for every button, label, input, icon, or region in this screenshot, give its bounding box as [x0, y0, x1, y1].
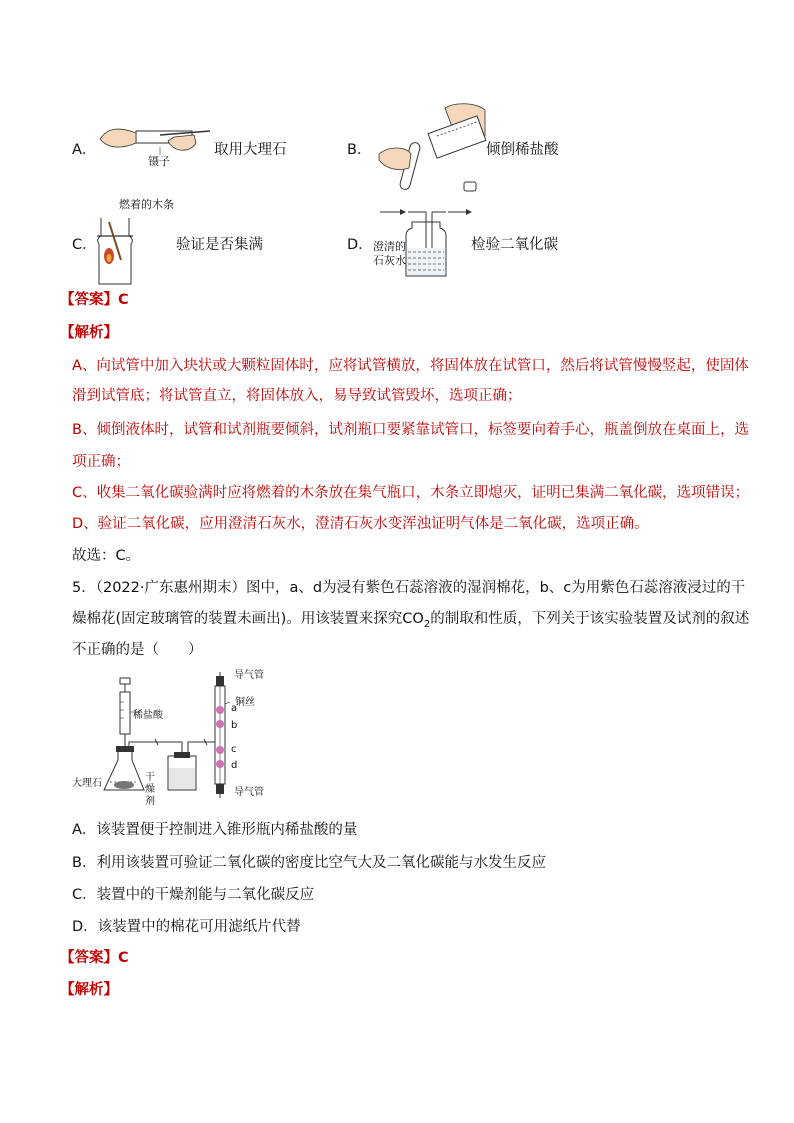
- option-b-letter: B．: [347, 142, 372, 158]
- label-desiccant-1: 干: [145, 772, 155, 783]
- q5-analysis-label: 【解析】: [60, 982, 118, 998]
- label-copper-wire: 铜丝: [235, 697, 255, 708]
- q4-analysis-line-1: A、向试管中加入块状或大颗粒固体时，应将试管横放，将固体放在试管口，然后将试管慢慢竖起，使固体: [72, 358, 749, 374]
- q4-analysis-line-3: B、倾倒液体时，试管和试剂瓶要倾斜，试剂瓶口要紧靠试管口，标签要向着手心，瓶盖倒放在桌面上，选: [72, 422, 749, 438]
- label-pipe-top: 导气管: [234, 670, 264, 681]
- co2-apparatus-figure: [100, 672, 300, 802]
- label-a: a: [231, 703, 238, 714]
- option-a-caption: 取用大理石: [214, 142, 287, 158]
- label-d: d: [231, 760, 238, 771]
- label-b: b: [231, 720, 238, 731]
- q4-analysis-line-2: 滑到试管底；将试管直立，将固体放入，易导致试管毁坏，选项正确；: [72, 388, 522, 404]
- option-c-caption: 验证是否集满: [176, 237, 263, 253]
- q5-option-b: B．利用该装置可验证二氧化碳的密度比空气大及二氧化碳能与水发生反应: [72, 855, 546, 871]
- q4-analysis-line-6: D、验证二氧化碳，应用澄清石灰水，澄清石灰水变浑浊证明气体是二氧化碳，选项正确。: [72, 516, 649, 532]
- option-c-letter: C．: [72, 237, 97, 253]
- label-desiccant-2: 燥: [145, 784, 155, 795]
- q5-option-a: A．该装置便于控制进入锥形瓶内稀盐酸的量: [72, 822, 358, 838]
- label-c: c: [231, 744, 237, 755]
- q5-stem-line-1: 5．（2022·广东惠州期末）图中，a、d为浸有紫色石蕊溶液的湿润棉花，b、c为用紫色石蕊溶液浸过的干: [72, 580, 746, 596]
- q5-stem-line-3: 不正确的是（ ）: [72, 642, 203, 658]
- option-a-letter: A．: [72, 142, 97, 158]
- q5-stem-line-2: [72, 609, 749, 635]
- tweezers-label: 镊子: [148, 155, 170, 168]
- q5-stem-line-2-post: 的制取和性质，下列关于该实验装置及试剂的叙述: [430, 611, 750, 627]
- q4-analysis-line-5: C、收集二氧化碳验满时应将燃着的木条放在集气瓶口，木条立即熄灭，证明已集满二氧化碳，选项错误；: [72, 485, 750, 501]
- q5-option-c: C．装置中的干燥剂能与二氧化碳反应: [72, 887, 315, 903]
- q4-analysis-label: 【解析】: [60, 325, 118, 341]
- label-desiccant-3: 剂: [145, 796, 155, 807]
- label-acid: 稀盐酸: [133, 710, 163, 721]
- answer-label: 【答案】: [60, 292, 118, 308]
- label-pipe-bottom: 导气管: [234, 787, 264, 798]
- q4-analysis-line-4: 项正确；: [72, 454, 130, 470]
- option-b-caption: 倾倒稀盐酸: [486, 142, 559, 158]
- figure-pour-acid: [375, 102, 495, 192]
- q4-answer: [60, 290, 129, 310]
- co2-subscript: 2: [423, 618, 431, 630]
- q5-answer-label: 【答案】: [60, 950, 118, 966]
- label-marble: 大理石: [72, 778, 102, 789]
- q5-answer-value: C: [118, 950, 129, 966]
- limewater-label-1: 澄清的: [373, 240, 406, 253]
- figure-check-full: [95, 212, 155, 287]
- q5-answer: [60, 948, 129, 968]
- burning-stick-label: 燃着的木条: [119, 198, 174, 211]
- q4-conclusion: 故选：C。: [72, 548, 141, 564]
- q5-stem-line-2-pre: 燥棉花(固定玻璃管的装置未画出)。用该装置来探究CO: [72, 611, 424, 627]
- option-d-caption: 检验二氧化碳: [471, 237, 558, 253]
- q5-option-d: D．该装置中的棉花可用滤纸片代替: [72, 919, 301, 935]
- limewater-label-2: 石灰水: [373, 254, 406, 267]
- option-d-letter: D．: [347, 237, 373, 253]
- answer-value: C: [118, 292, 129, 308]
